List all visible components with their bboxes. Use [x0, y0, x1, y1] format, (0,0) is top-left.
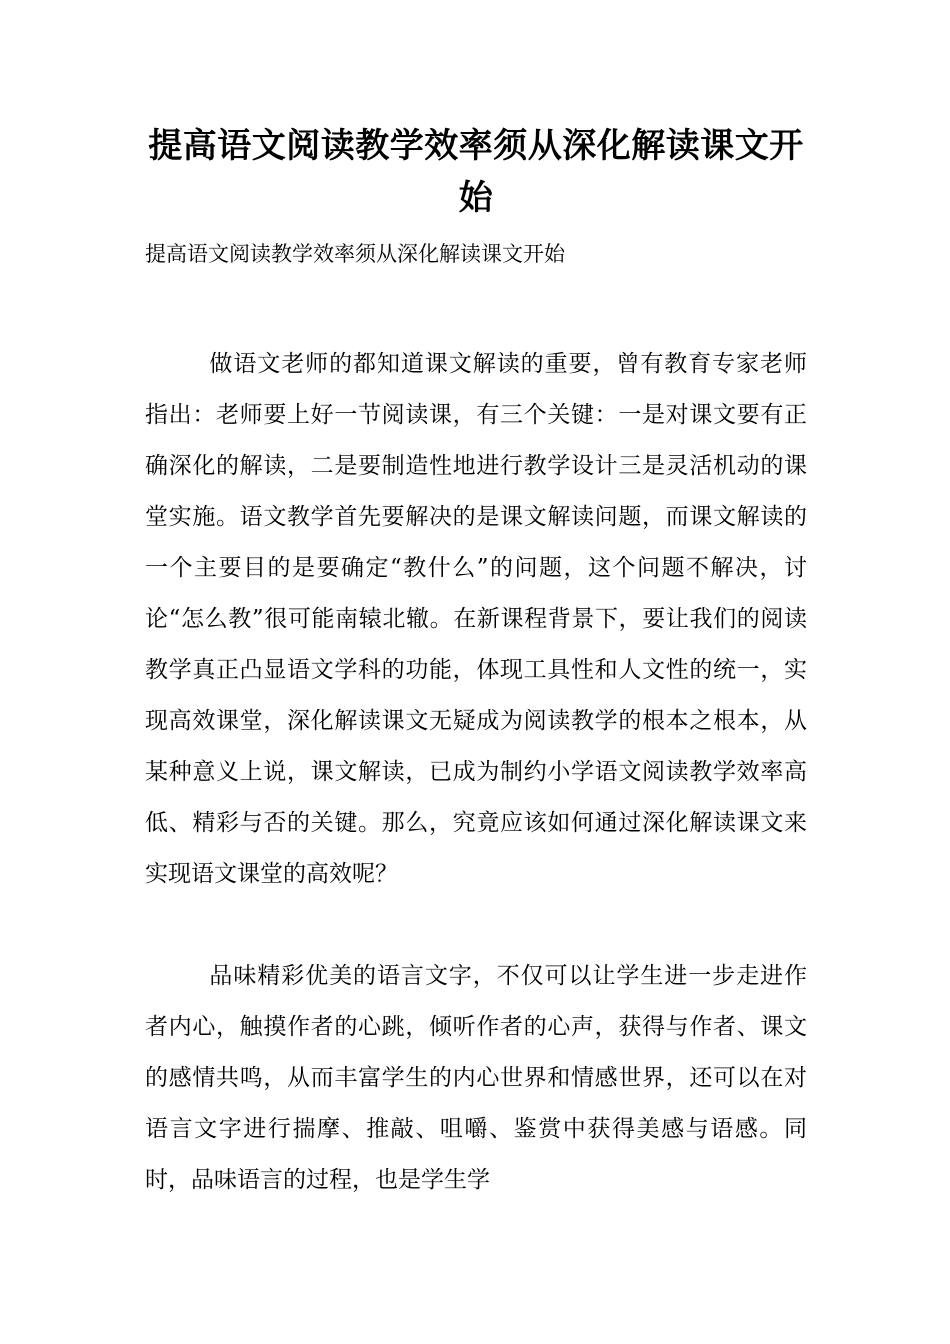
document-subtitle: 提高语文阅读教学效率须从深化解读课文开始	[145, 242, 565, 266]
body-paragraph-1: 做语文老师的都知道课文解读的重要，曾有教育专家老师指出：老师要上好一节阅读课，有三个关键：一是对课文要有正确深化的解读，二是要制造性地进行教学设计三是灵活机动的课堂实施。语文教学首先要解决的是课文解读问题，而课文解读的一个主要目的是要确定“教什么”的问题，这个问题不解决，讨论“怎么教”很可能南辕北辙。在新课程背景下，要让我们的阅读教学真正凸显语文学科的功能，体现工具性和人文性的统一，实现高效课堂，深化解读课文无疑成为阅读教学的根本之根本，从某种意义上说，课文解读，已成为制约小学语文阅读教学效率高低、精彩与否的关键。那么，究竟应该如何通过深化解读课文来实现语文课堂的高效呢？	[145, 351, 807, 887]
document-page	[145, 120, 807, 1206]
body-paragraph-2: 品味精彩优美的语言文字，不仅可以让学生进一步走进作者内心，触摸作者的心跳，倾听作者的心声，获得与作者、课文的感情共鸣，从而丰富学生的内心世界和情感世界，还可以在对语言文字进行揣摩、推敲、咀嚼、鉴赏中获得美感与语感。同时，品味语言的过程，也是学生学	[145, 963, 807, 1193]
document-title: 提高语文阅读教学效率须从深化解读课文开始	[148, 126, 804, 218]
